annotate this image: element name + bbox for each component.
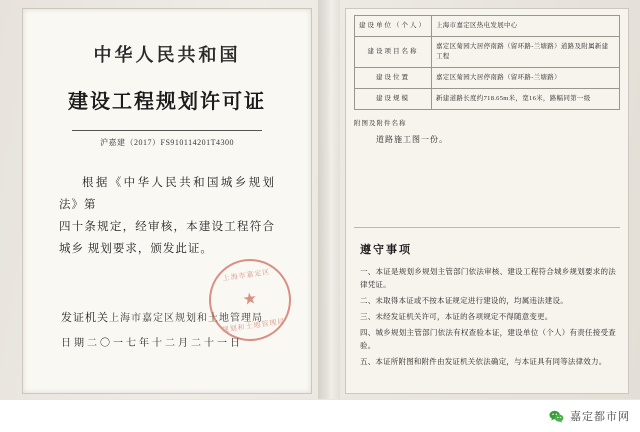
row-label-1: 建设项目名称 (355, 37, 432, 68)
attachment-label: 附图及附件名称 (354, 120, 407, 127)
seal-bottom-text: 规划和土地管理局 (221, 317, 286, 335)
row-label-3: 建设规模 (355, 89, 432, 110)
table-row (355, 68, 620, 89)
certificate-right-page (345, 8, 629, 394)
row-value-2: 嘉定区菊园大居停南路（留环路-兰塘路） (432, 68, 620, 89)
footer-bar (0, 399, 640, 432)
list-item: 五、本证所附图和附件由发证机关依法确定，与本证具有同等法律效力。 (360, 357, 607, 366)
left-page-content (33, 19, 301, 383)
date-label: 日 (61, 338, 74, 349)
certificate-left-page (22, 8, 312, 394)
body-line-1: 根据《中华人民共和国城乡规划法》第 (59, 177, 275, 211)
row-label-0: 建设单位（个人） (355, 16, 432, 37)
row-value-0: 上海市嘉定区热电发展中心 (432, 16, 620, 37)
right-page-divider (354, 227, 620, 228)
list-item: 四、城乡规划主管部门依法有权查验本证，建设单位（个人）有责任接受查验。 (360, 328, 616, 350)
list-item: 二、未取得本证或不按本证规定进行建设的，均属违法建设。 (360, 296, 568, 305)
footer-account-name: 嘉定都市网 (570, 411, 630, 423)
list-item: 一、本证是规划乡规划主管部门依法审核、建设工程符合城乡规划要求的法律凭证。 (360, 267, 616, 289)
row-label-2: 建设位置 (355, 68, 432, 89)
wechat-icon (549, 410, 564, 423)
permit-number: 沪嘉建（2017）FS910114201T4300 (100, 138, 234, 147)
row-value-1: 嘉定区菊园大居停南路（留环路-兰塘路）道路及附属新建工程 (432, 37, 620, 68)
certificate-body (59, 172, 275, 260)
project-info-block (354, 15, 620, 165)
issue-date-line (61, 334, 243, 349)
rules-ul (360, 265, 616, 368)
nation-title: 中华人民共和国 (93, 45, 241, 65)
certificate-title: 建设工程规划许可证 (68, 91, 266, 113)
row-value-3: 新建道路长度约718.65m米，宽16米，路幅同第一级 (432, 89, 620, 110)
date-value: 期二〇一七年十二月二十一日 (74, 338, 243, 349)
rules-title: 遵守事项 (360, 244, 412, 256)
title-divider (72, 130, 262, 131)
footer-account[interactable] (549, 400, 630, 432)
page-fold-shadow (318, 0, 340, 400)
seal-top-text: 上海市嘉定区 (222, 267, 271, 283)
rules-list (360, 265, 616, 371)
project-info-table (354, 15, 620, 110)
issuer-label: 发证机关 (61, 312, 109, 324)
seal-star-icon: ★ (241, 290, 259, 309)
body-line-3: 规划要求，颁发此证。 (87, 243, 213, 255)
table-row (355, 37, 620, 68)
official-red-seal (204, 254, 297, 347)
issuer-organization: 上海市嘉定区规划和土地管理局 (109, 313, 263, 324)
body-line-2: 四十条规定，经审核，本建设工程符合城乡 (59, 221, 275, 255)
table-row (355, 16, 620, 37)
list-item: 三、未经发证机关许可，本证的各项规定不得随意变更。 (360, 312, 553, 321)
table-row (355, 89, 620, 110)
attachment-value: 道路施工图一份。 (376, 135, 448, 144)
